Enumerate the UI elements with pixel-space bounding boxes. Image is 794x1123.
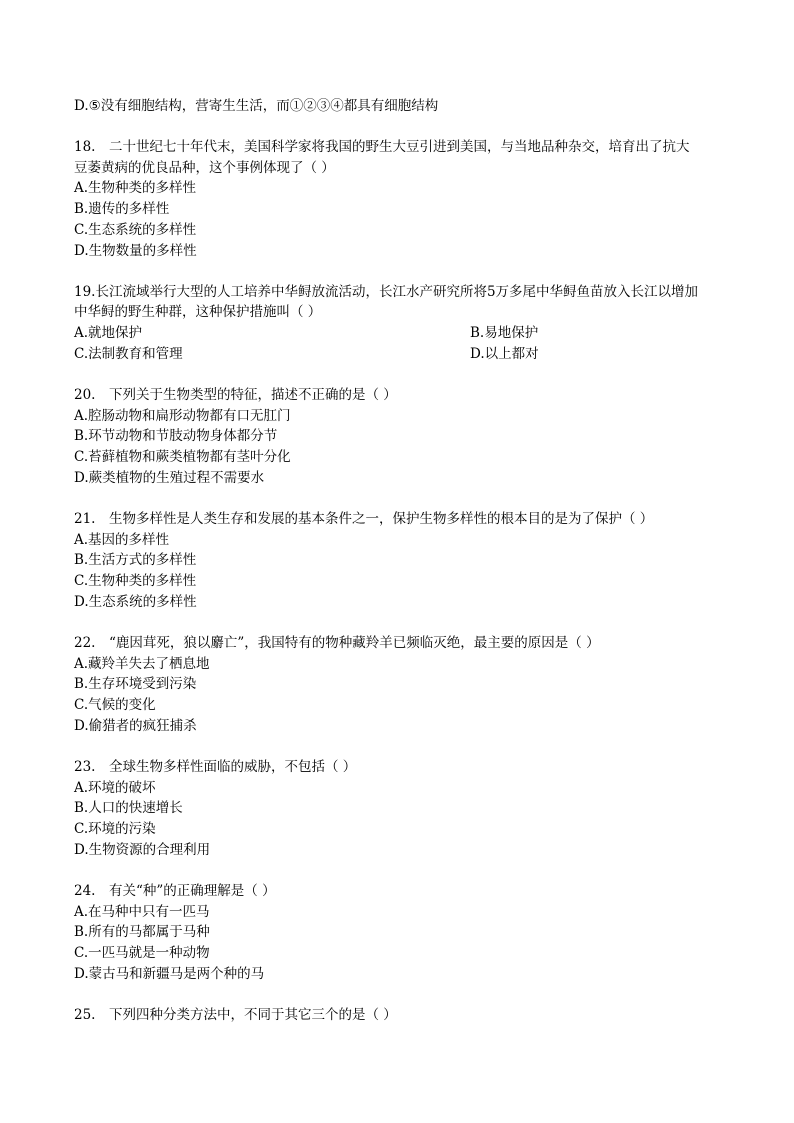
option-c: C.一匹马就是一种动物 <box>74 945 210 962</box>
option-c: C.苔藓植物和蕨类植物都有茎叶分化 <box>74 449 291 466</box>
option-a: A.在马种中只有一匹马 <box>74 903 210 920</box>
option-b: B.环节动物和节肢动物身体都分节 <box>74 428 278 445</box>
question-20 <box>74 385 724 489</box>
question-stem: 豆萎黄病的优良品种，这个事例体现了（ ） <box>74 159 335 176</box>
question-22 <box>74 633 724 737</box>
option-d: D.偷猎者的疯狂捕杀 <box>74 717 197 734</box>
option-b: B.生存环境受到污染 <box>74 676 197 693</box>
question-23 <box>74 757 724 861</box>
question-24 <box>74 881 724 985</box>
options-grid <box>74 323 724 365</box>
question-stem: 20. 下列关于生物类型的特征，描述不正确的是（ ） <box>74 386 397 403</box>
option-a: A.藏羚羊失去了栖息地 <box>74 655 210 672</box>
option-c: C.生态系统的多样性 <box>74 221 197 238</box>
option-d: D.蕨类植物的生殖过程不需要水 <box>74 469 265 486</box>
question-25 <box>74 1005 724 1026</box>
option-c: C.生物种类的多样性 <box>74 573 197 590</box>
document-page <box>74 96 724 1025</box>
question-19 <box>74 282 724 365</box>
option-d: D.蒙古马和新疆马是两个种的马 <box>74 965 265 982</box>
option-d: D.生态系统的多样性 <box>74 593 197 610</box>
option-b: B.所有的马都属于马种 <box>74 924 210 941</box>
option-a: A.腔肠动物和扁形动物都有口无肛门 <box>74 407 291 424</box>
question-18 <box>74 137 724 262</box>
option-c: C.法制教育和管理 <box>74 345 183 362</box>
option-b: B.易地保护 <box>470 325 539 342</box>
question-stem: 24. 有关“种”的正确理解是（ ） <box>74 882 276 899</box>
option-a: A.就地保护 <box>74 325 143 342</box>
question-21 <box>74 509 724 613</box>
question-stem: 22. “鹿因茸死，狼以麝亡”，我国特有的物种藏羚羊已频临灭绝，最主要的原因是（ ） <box>74 634 600 651</box>
option-b: B.遗传的多样性 <box>74 201 170 218</box>
option-a: A.基因的多样性 <box>74 531 170 548</box>
option-c: C.环境的污染 <box>74 821 156 838</box>
option-b: B.人口的快速增长 <box>74 800 183 817</box>
option-b: B.生活方式的多样性 <box>74 552 197 569</box>
question-stem: 中华鲟的野生种群，这种保护措施叫（ ） <box>74 304 322 321</box>
option-d: D.以上都对 <box>470 345 539 362</box>
question-stem: 25. 下列四种分类方法中，不同于其它三个的是（ ） <box>74 1006 397 1023</box>
question-stem: 21. 生物多样性是人类生存和发展的基本条件之一，保护生物多样性的根本目的是为了保护（ ） <box>74 510 654 527</box>
option-a: A.生物种类的多样性 <box>74 180 197 197</box>
question-stem: 23. 全球生物多样性面临的威胁，不包括（ ） <box>74 758 357 775</box>
question-stem: 18. 二十世纪七十年代末，美国科学家将我国的野生大豆引进到美国，与当地品种杂交，培育出了抗大 <box>74 138 690 155</box>
question-stem: 19.长江流域举行大型的人工培养中华鲟放流活动，长江水产研究所将5万多尾中华鲟鱼苗放入长江以增加 <box>74 283 699 300</box>
option-d: D.生物数量的多样性 <box>74 242 197 259</box>
option-a: A.环境的破坏 <box>74 779 156 796</box>
question-17-option-d: D.⑤没有细胞结构，营寄生生活，而①②③④都具有细胞结构 <box>74 98 439 114</box>
option-c: C.气候的变化 <box>74 697 156 714</box>
option-d: D.生物资源的合理利用 <box>74 841 211 858</box>
